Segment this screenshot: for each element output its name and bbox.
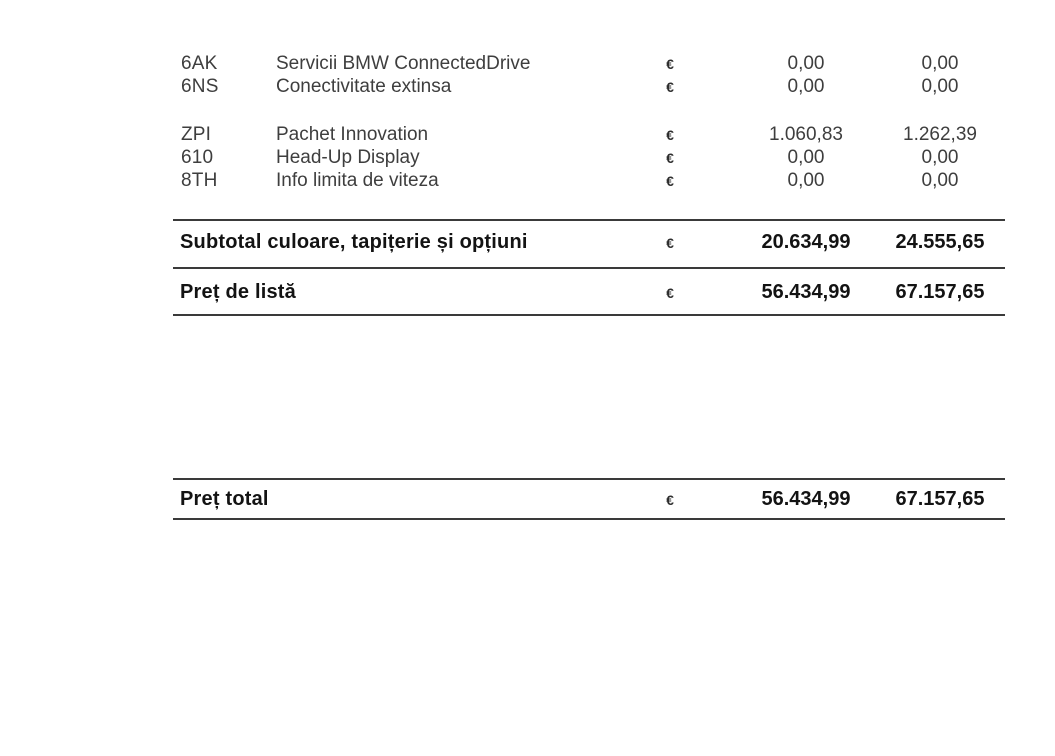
list-price-col1: 56.434,99 [761,281,851,303]
option-row [0,52,1055,75]
currency-eur-symbol: € [666,492,674,508]
currency-eur-symbol: € [666,285,674,301]
subtotal-label: Subtotal culoare, tapițerie și opțiuni [180,231,528,253]
currency-eur-symbol: € [666,150,674,166]
total-price-col2: 67.157,65 [895,488,985,510]
divider-line [173,267,1005,269]
currency-eur-symbol: € [666,127,674,143]
option-description: Servicii BMW ConnectedDrive [276,53,531,74]
option-row [0,123,1055,146]
option-description: Pachet Innovation [276,124,429,145]
option-code: 6NS [181,76,219,97]
subtotal-price-col1: 20.634,99 [761,231,851,253]
list-price-label: Preț de listă [180,281,296,303]
option-price-col1: 1.060,83 [769,124,843,145]
option-description: Conectivitate extinsa [276,76,452,97]
divider-line [173,219,1005,221]
total-price-row [0,486,1055,512]
option-code: 6AK [181,53,218,74]
divider-line [173,518,1005,520]
option-row [0,146,1055,169]
option-price-col2: 0,00 [921,76,959,97]
option-price-col2: 0,00 [921,53,959,74]
option-code: 8TH [181,170,218,191]
option-price-col1: 0,00 [787,147,825,168]
total-price-col1: 56.434,99 [761,488,851,510]
currency-eur-symbol: € [666,56,674,72]
total-price-label: Preț total [180,488,269,510]
currency-eur-symbol: € [666,173,674,189]
divider-line [173,478,1005,480]
list-price-col2: 67.157,65 [895,281,985,303]
option-price-col1: 0,00 [787,53,825,74]
currency-eur-symbol: € [666,235,674,251]
option-price-col2: 1.262,39 [903,124,977,145]
divider-line [173,314,1005,316]
subtotal-price-col2: 24.555,65 [895,231,985,253]
option-code: ZPI [181,124,212,145]
option-description: Info limita de viteza [276,170,439,191]
currency-eur-symbol: € [666,79,674,95]
option-code: 610 [181,147,214,168]
option-price-col1: 0,00 [787,170,825,191]
option-description: Head-Up Display [276,147,420,168]
option-price-col2: 0,00 [921,147,959,168]
list-price-row [0,279,1055,305]
subtotal-row [0,229,1055,255]
option-price-col2: 0,00 [921,170,959,191]
option-price-col1: 0,00 [787,76,825,97]
option-row [0,75,1055,98]
option-row [0,169,1055,192]
